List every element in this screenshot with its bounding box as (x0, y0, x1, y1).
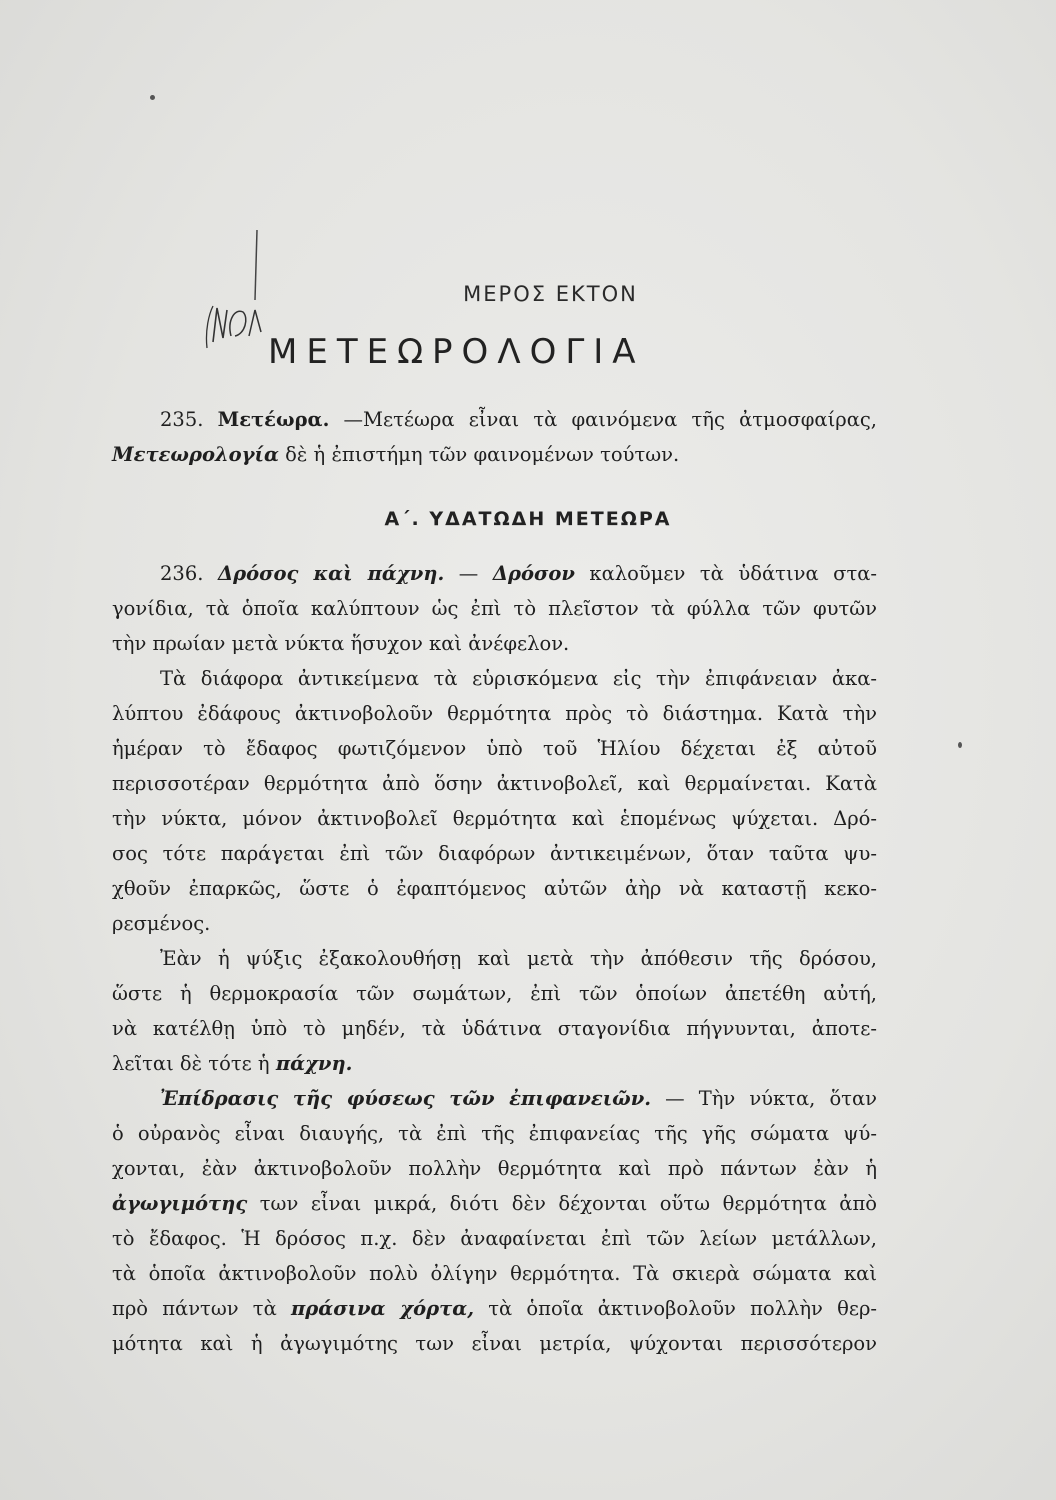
section-heading-water-meteors: Α΄. ΥΔΑΤΩΔΗ ΜΕΤΕΩΡΑ (384, 508, 672, 530)
text-line: Τὰ διάφορα ἀντικείμενα τὰ εὑρισκόμενα εἰς τὴν ἐπιφάνειαν ἀκα- (160, 667, 877, 690)
text-run: λεῖται δὲ τότε ἡ (112, 1052, 270, 1075)
text-run: τὰ ὁποῖα ἀκτινοβολοῦν πολλὴν θερ- (488, 1297, 877, 1320)
text-run: —Μετέωρα εἶναι τὰ φαινόμενα τῆς ἀτμοσφαίρας, (343, 408, 877, 431)
term-dew: Δρόσον (492, 562, 575, 585)
text-run: καλοῦμεν τὰ ὑδάτινα στα- (589, 562, 878, 585)
term-conductivity: ἀγωγιμότης (112, 1192, 248, 1215)
text-line: Ἐὰν ἡ ψύξις ἐξακολουθήσῃ καὶ μετὰ τὴν ἀπόθεσιν τῆς δρόσου, (160, 947, 877, 970)
section-number: 235. (160, 408, 204, 431)
text-line (112, 1081, 877, 1116)
text-run: — Τὴν νύκτα, ὅταν (665, 1087, 877, 1110)
text-run: δὲ ἡ ἐπιστήμη τῶν φαινομένων τούτων. (285, 443, 680, 466)
part-label: ΜΕΡΟΣ ΕΚΤΟΝ (463, 282, 638, 306)
term-frost: πάχνη. (275, 1052, 353, 1075)
text-line: τὰ ὁποῖα ἀκτινοβολοῦν πολὺ ὀλίγην θερμότητα. Τὰ σκιερὰ σώματα καὶ (112, 1262, 877, 1285)
text-line: σος τότε παράγεται ἐπὶ τῶν διαφόρων ἀντικειμένων, ὅταν ταῦτα ψυ- (112, 842, 877, 865)
text-line: γονίδια, τὰ ὁποῖα καλύπτουν ὡς ἐπὶ τὸ πλεῖστον τὰ φύλλα τῶν φυτῶν (112, 597, 877, 620)
text-line: ὁ οὐρανὸς εἶναι διαυγής, τὰ ἐπὶ τῆς ἐπιφανείας τῆς γῆς σώματα ψύ- (112, 1122, 877, 1145)
text-line (112, 1046, 877, 1081)
text-line: τὴν νύκτα, μόνον ἀκτινοβολεῖ θερμότητα καὶ ἑπομένως ψύχεται. Δρό- (112, 807, 877, 830)
text-line: νὰ κατέλθῃ ὑπὸ τὸ μηδέν, τὰ ὑδάτινα σταγονίδια πήγνυνται, ἀποτε- (112, 1017, 877, 1040)
section-235-line-1 (112, 402, 877, 437)
text-line: τὸ ἔδαφος. Ἡ δρόσος π.χ. δὲν ἀναφαίνεται ἐπὶ τῶν λείων μετάλλων, (112, 1227, 877, 1250)
text-line (112, 1291, 877, 1326)
text-line: μότητα καὶ ἡ ἀγωγιμότης των εἶναι μετρία, ψύχονται περισσότερον (112, 1332, 877, 1355)
text-line: λύπτου ἐδάφους ἀκτινοβολοῦν θερμότητα πρὸς τὸ διάστημα. Κατὰ τὴν (112, 702, 877, 725)
ink-speck (150, 95, 155, 100)
text-line: περισσοτέραν θερμότητα ἀπὸ ὅσην ἀκτινοβολεῖ, καὶ θερμαίνεται. Κατὰ (112, 772, 877, 795)
section-236 (112, 556, 877, 1361)
text-line: ἡμέραν τὸ ἔδαφος φωτιζόμενον ὑπὸ τοῦ Ἡλίου δέχεται ἐξ αὐτοῦ (112, 737, 877, 760)
section-number: 236. (160, 562, 204, 585)
dash: — (458, 562, 479, 585)
text-line: ὥστε ἡ θερμοκρασία τῶν σωμάτων, ἐπὶ τῶν ὁποίων ἀπετέθη αὐτή, (112, 982, 877, 1005)
ink-speck (958, 742, 962, 748)
text-line (112, 1186, 877, 1221)
term-green-grass: πράσινα χόρτα, (290, 1297, 475, 1320)
text-line: χονται, ἐὰν ἀκτινοβολοῦν πολλὴν θερμότητα καὶ πρὸ πάντων ἐὰν ἡ (112, 1157, 877, 1180)
section-235 (112, 402, 877, 472)
text-line: τὴν πρωίαν μετὰ νύκτα ἥσυχον καὶ ἀνέφελον. (112, 632, 570, 655)
term-meteorology: Μετεωρολογία (112, 443, 279, 466)
section-236-line-1 (112, 556, 877, 591)
section-heading-text: Μετέωρα. (217, 408, 330, 431)
chapter-title: ΜΕΤΕΩΡΟΛΟΓΙΑ (268, 332, 645, 372)
section-heading-text: Δρόσος καὶ πάχνη. (217, 562, 445, 585)
subheading-surfaces: Ἐπίδρασις τῆς φύσεως τῶν ἐπιφανειῶν. (160, 1087, 652, 1110)
text-run: των εἶναι μικρά, διότι δὲν δέχονται οὕτω θερμότητα ἀπὸ (259, 1192, 877, 1215)
section-235-line-2 (112, 437, 877, 472)
text-line: ρεσμένος. (112, 912, 211, 935)
text-run: πρὸ πάντων τὰ (112, 1297, 277, 1320)
text-line: χθοῦν ἐπαρκῶς, ὥστε ὁ ἐφαπτόμενος αὐτῶν ἀὴρ νὰ καταστῇ κεκο- (112, 877, 877, 900)
